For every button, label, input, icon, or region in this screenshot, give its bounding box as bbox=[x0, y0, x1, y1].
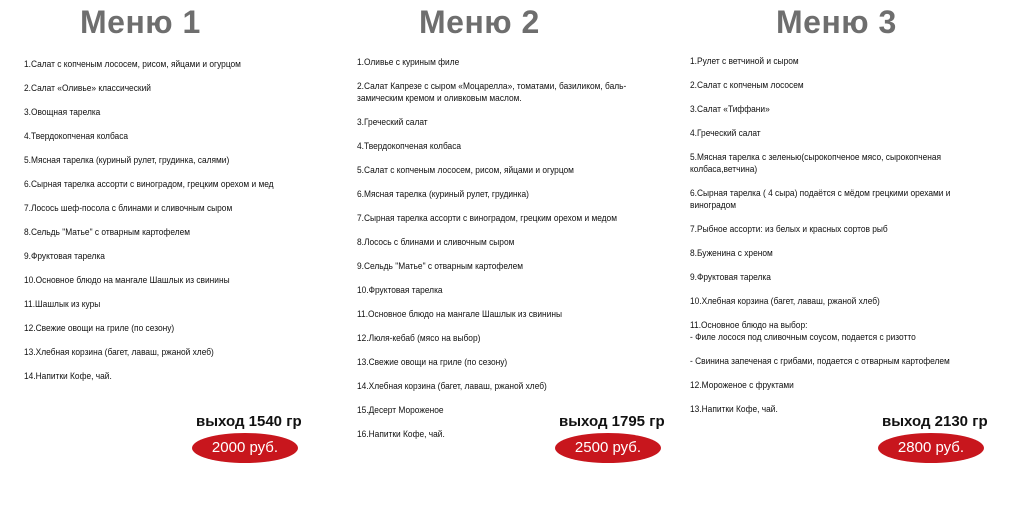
menu-3-title: Меню 3 bbox=[776, 4, 897, 40]
menu-2-weight: выход 1795 гр bbox=[559, 413, 665, 430]
menu-item: 11.Шашлык из куры bbox=[24, 299, 101, 309]
menu-3-weight: выход 2130 гр bbox=[882, 413, 988, 430]
menu-item: 10.Фруктовая тарелка bbox=[357, 285, 443, 295]
menu-item: 12.Мороженое с фруктами bbox=[690, 380, 794, 390]
menu-item: 13.Напитки Кофе, чай. bbox=[690, 404, 778, 414]
menu-1-item-list bbox=[24, 58, 324, 394]
menu-item: 14.Напитки Кофе, чай. bbox=[24, 371, 112, 381]
menu-item: 1.Оливье с куриным филе bbox=[357, 57, 460, 67]
menu-item: 8.Сельдь "Матье" с отварным картофелем bbox=[24, 227, 190, 237]
menu-item: 1.Салат с копченым лососем, рисом, яйцами и огурцом bbox=[24, 59, 241, 69]
menu-2-title: Меню 2 bbox=[419, 4, 540, 40]
menu-item: 4.Греческий салат bbox=[690, 128, 761, 138]
menu-item: 8.Буженина с хреном bbox=[690, 248, 773, 258]
menu-item: 9.Фруктовая тарелка bbox=[24, 251, 105, 261]
menu-item: - Свинина запеченая с грибами, подается с отварным картофелем bbox=[690, 356, 950, 366]
menu-item: 6.Мясная тарелка (куриный рулет, грудинка) bbox=[357, 189, 529, 199]
menu-item: 2.Салат Капрезе с сыром «Моцарелла», томатами, базиликом, баль-замическим кремом и оливковым маслом. bbox=[357, 81, 627, 103]
menu-item: 10.Основное блюдо на мангале Шашлык из свинины bbox=[24, 275, 230, 285]
menu-item: 6.Сырная тарелка ассорти с виноградом, грецким орехом и мед bbox=[24, 179, 274, 189]
menu-item: 2.Салат «Оливье» классический bbox=[24, 83, 151, 93]
menu-2-price-badge: 2500 руб. bbox=[555, 433, 661, 463]
menu-item: 3.Салат «Тиффани» bbox=[690, 104, 770, 114]
menu-item: 4.Твердокопченая колбаса bbox=[24, 131, 129, 141]
menu-item: 7.Сырная тарелка ассорти с виноградом, грецким орехом и медом bbox=[357, 213, 617, 223]
menu-item: 7.Лосось шеф-посола с блинами и сливочным сыром bbox=[24, 203, 233, 213]
menu-item: 8.Лосось с блинами и сливочным сыром bbox=[357, 237, 515, 247]
menu-1-title: Меню 1 bbox=[80, 4, 201, 40]
menu-item: 9.Фруктовая тарелка bbox=[690, 272, 771, 282]
menu-item: 9.Сельдь "Матье" с отварным картофелем bbox=[357, 261, 523, 271]
menu-item: 15.Десерт Мороженое bbox=[357, 405, 444, 415]
menu-item: 1.Рулет с ветчиной и сыром bbox=[690, 56, 799, 66]
menu-item: 10.Хлебная корзина (багет, лаваш, ржаной хлеб) bbox=[690, 296, 880, 306]
menu-item: 12.Люля-кебаб (мясо на выбор) bbox=[357, 333, 481, 343]
menu-item: 13.Хлебная корзина (багет, лаваш, ржаной хлеб) bbox=[24, 347, 214, 357]
menu-item: 6.Сырная тарелка ( 4 сыра) подаётся с мёдом грецкими орехами и виноградом bbox=[690, 188, 951, 210]
menu-item: 5.Мясная тарелка (куриный рулет, грудинка, салями) bbox=[24, 155, 230, 165]
menu-1-weight: выход 1540 гр bbox=[196, 413, 302, 430]
menu-item: 11.Основное блюдо на выбор: bbox=[690, 320, 808, 330]
menu-item: 4.Твердокопченая колбаса bbox=[357, 141, 462, 151]
menu-item: 5.Мясная тарелка с зеленью(сырокопченое мясо, сырокопченая колбаса,ветчина) bbox=[690, 152, 942, 174]
menu-1-price-badge: 2000 руб. bbox=[192, 433, 298, 463]
menu-item: 3.Овощная тарелка bbox=[24, 107, 101, 117]
menu-item: 5.Салат с копченым лососем, рисом, яйцами и огурцом bbox=[357, 165, 574, 175]
menu-item: 3.Греческий салат bbox=[357, 117, 428, 127]
menu-item: 12.Свежие овощи на гриле (по сезону) bbox=[24, 323, 175, 333]
menu-item: 13.Свежие овощи на гриле (по сезону) bbox=[357, 357, 508, 367]
menu-item: 2.Салат с копченым лососем bbox=[690, 80, 804, 90]
menu-item: 16.Напитки Кофе, чай. bbox=[357, 429, 445, 439]
menu-3-price-badge: 2800 руб. bbox=[878, 433, 984, 463]
menu-item: 11.Основное блюдо на мангале Шашлык из свинины bbox=[357, 309, 562, 319]
menu-item: - Филе лосося под сливочным соусом, подается с ризотто bbox=[690, 332, 916, 342]
menu-2-item-list bbox=[357, 56, 677, 452]
menu-3-item-list bbox=[690, 55, 990, 427]
menu-item: 14.Хлебная корзина (багет, лаваш, ржаной хлеб) bbox=[357, 381, 547, 391]
menu-item: 7.Рыбное ассорти: из белых и красных сортов рыб bbox=[690, 224, 888, 234]
